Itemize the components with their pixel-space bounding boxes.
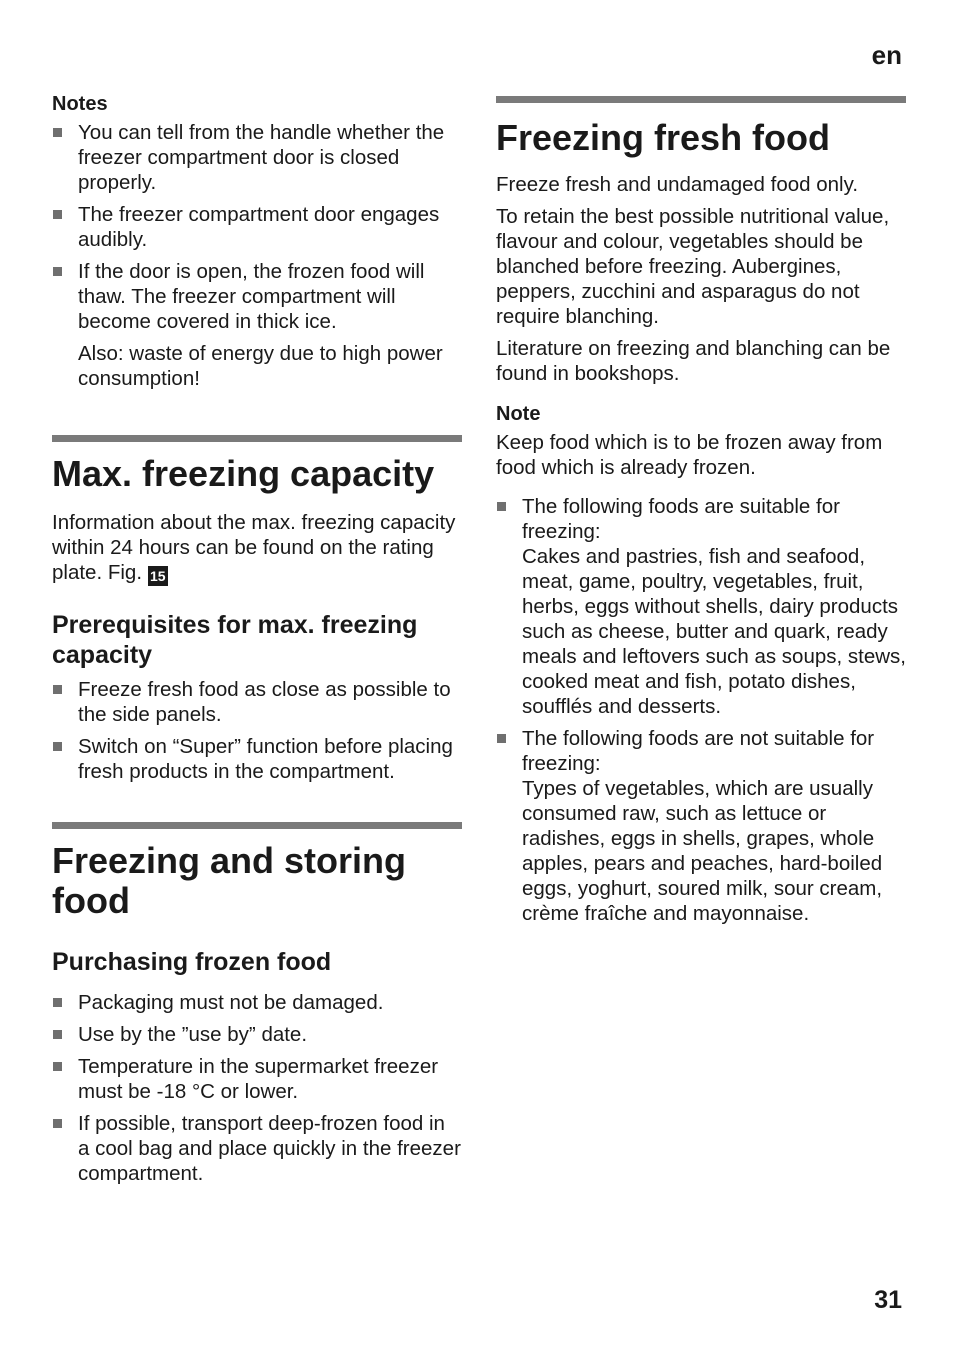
left-column xyxy=(52,92,462,1193)
list-item xyxy=(496,726,906,926)
notes-list xyxy=(52,120,462,334)
bullet-square-icon xyxy=(497,734,506,743)
note-heading: Note xyxy=(496,403,541,425)
section-title-fresh-food: Freezing fresh food xyxy=(496,117,831,158)
language-code: en xyxy=(871,40,902,70)
list-item xyxy=(496,494,906,719)
list-item: Packaging must not be damaged. xyxy=(52,990,462,1015)
notes-heading: Notes xyxy=(52,93,108,115)
bullet-square-icon xyxy=(53,742,62,751)
fresh-paragraph-2: To retain the best possible nutritional value, flavour and colour, vegetables should be blanched before freezing. Aubergines, peppers, zucchini and asparagus do not require blanching. xyxy=(496,205,890,328)
page-number: 31 xyxy=(874,1286,902,1314)
purchasing-list xyxy=(52,990,462,1186)
note-text: Keep food which is to be frozen away from food which is already frozen. xyxy=(496,431,883,479)
suitable-lead: The following foods are suitable for freezing: xyxy=(522,495,840,543)
section-title-max-capacity: Max. freezing capacity xyxy=(52,453,435,494)
subsection-title-purchasing: Purchasing frozen food xyxy=(52,948,332,976)
fresh-paragraph-1: Freeze fresh and undamaged food only. xyxy=(496,173,859,196)
section-rule xyxy=(52,435,462,442)
unsuitable-lead: The following foods are not suitable for freezing: xyxy=(522,727,875,775)
list-item: Temperature in the supermarket freezer must be -18 °C or lower. xyxy=(52,1054,462,1104)
section-rule xyxy=(496,96,906,103)
list-item: You can tell from the handle whether the freezer compartment door is closed properly. xyxy=(52,120,462,195)
section-title-storing: Freezing and storing food xyxy=(52,840,407,921)
bullet-square-icon xyxy=(497,502,506,511)
bullet-square-icon xyxy=(53,1030,62,1039)
bullet-square-icon xyxy=(53,1062,62,1071)
prerequisites-list xyxy=(52,677,462,784)
list-item: Freeze fresh food as close as possible to the side panels. xyxy=(52,677,462,727)
fresh-food-list xyxy=(496,494,906,926)
bullet-square-icon xyxy=(53,1119,62,1128)
bullet-square-icon xyxy=(53,210,62,219)
list-item: Use by the ”use by” date. xyxy=(52,1022,462,1047)
max-capacity-intro: Information about the max. freezing capacity within 24 hours can be found on the rating plate. Fig. 15 xyxy=(52,511,456,584)
subsection-title-prerequisites: Prerequisites for max. freezing capacity xyxy=(52,611,418,669)
list-item: If possible, transport deep-frozen food in a cool bag and place quickly in the freezer compartment. xyxy=(52,1111,462,1186)
notes-extra: Also: waste of energy due to high power consumption! xyxy=(78,342,443,390)
bullet-square-icon xyxy=(53,998,62,1007)
list-item: Switch on “Super” function before placing fresh products in the compartment. xyxy=(52,734,462,784)
suitable-foods: Cakes and pastries, fish and seafood, meat, game, poultry, vegetables, fruit, herbs, eggs without shells, dairy products such as cheese, butter and quark, ready meals and leftovers such as soups, stews, cooked meat and fish, potato dishes, soufflés and desserts. xyxy=(522,545,906,718)
fresh-paragraph-3: Literature on freezing and blanching can be found in bookshops. xyxy=(496,337,891,385)
right-column xyxy=(496,96,906,933)
bullet-square-icon xyxy=(53,128,62,137)
unsuitable-foods: Types of vegetables, which are usually consumed raw, such as lettuce or radishes, eggs in shells, grapes, whole apples, pears and peaches, hard-boiled eggs, yoghurt, soured milk, sour cream, crème fraîche and mayonnaise. xyxy=(522,777,883,925)
section-rule xyxy=(52,822,462,829)
list-item: If the door is open, the frozen food will thaw. The freezer compartment will become covered in thick ice. xyxy=(52,259,462,334)
bullet-square-icon xyxy=(53,267,62,276)
figure-reference-icon: 15 xyxy=(148,566,168,586)
bullet-square-icon xyxy=(53,685,62,694)
list-item: The freezer compartment door engages audibly. xyxy=(52,202,462,252)
